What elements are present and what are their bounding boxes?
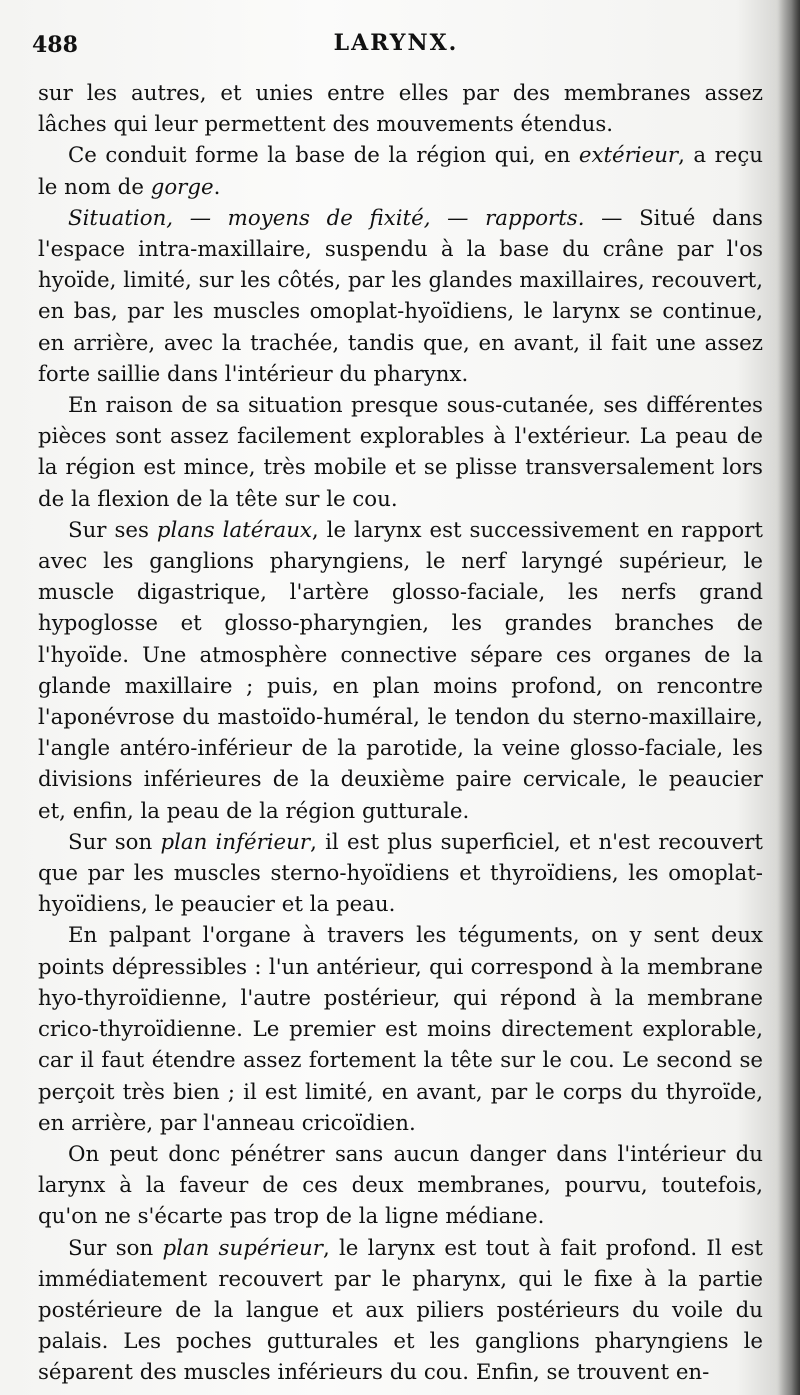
text-run: , il est plus superficiel, et n'est recouvert que par les muscles sterno-hyoïdiens et thyroïdiens, les omoplat-hyoïdiens, le peaucier et la peau. — [38, 829, 763, 918]
text-run: On peut donc pénétrer sans aucun danger dans l'intérieur du larynx à la faveur de ces deux membranes, pourvu, toutefois, qu'on ne s'écarte pas trop de la ligne médiane. — [38, 1141, 763, 1230]
paragraph — [38, 920, 763, 1138]
text-run: . — [213, 174, 221, 200]
text-run: Sur ses — [68, 517, 157, 543]
italic-text-run: plan inférieur — [160, 829, 311, 855]
paragraph — [38, 390, 763, 515]
paragraph — [38, 827, 763, 921]
paragraph — [38, 140, 763, 202]
paragraph — [38, 515, 763, 827]
text-run: Sur son — [68, 829, 161, 855]
text-run: En palpant l'organe à travers les téguments, on y sent deux points dépressibles : l'un antérieur, qui correspond à la membrane hyo-thyroïdienne, l'autre postérieur, qui répond à la membrane crico-thyroïdienne. Le premier est moins directement explorable, car il faut étendre assez fortement la tête sur le cou. Le second se perçoit très bien ; il est limité, en avant, par le corps du thyroïde, en arrière, par l'anneau cricoïdien. — [38, 923, 763, 1136]
paragraph — [38, 1139, 763, 1233]
text-run: En raison de sa situation presque sous-cutanée, ses différentes pièces sont assez facilement explorables à l'extérieur. La peau de la région est mince, très mobile et se plisse transversalement lors de la flexion de la tête sur le cou. — [38, 393, 763, 512]
text-run: sur les autres, et unies entre elles par des membranes assez lâches qui leur permettent des mouvements étendus. — [38, 81, 763, 138]
page-number: 488 — [32, 32, 78, 58]
body-text — [38, 78, 763, 1389]
text-run: — Situé dans l'espace intra-maxillaire, suspendu à la base du crâne par l'os hyoïde, limité, sur les côtés, par les glandes maxillaires, recouvert, en bas, par les muscles omoplat-hyoïdiens, le larynx se continue, en arrière, avec la trachée, tandis que, en avant, il fait une assez forte saillie dans l'intérieur du pharynx. — [38, 205, 763, 387]
paragraph — [38, 1233, 763, 1389]
page-header — [32, 30, 760, 64]
italic-text-run: plan supérieur — [162, 1235, 323, 1261]
italic-text-run: gorge — [150, 174, 214, 200]
text-run: , le larynx est tout à fait profond. Il est immédiatement recouvert par le pharynx, qui le fixe à la partie postérieure de la langue et aux piliers postérieurs du voile du palais. Les poches gutturales et les ganglions pharyngiens le séparent des muscles inférieurs du cou. Enfin, se trouvent en- — [38, 1235, 763, 1386]
italic-text-run: extérieur — [578, 143, 679, 169]
italic-text-run: Situation, — moyens de fixité, — rapports. — [68, 205, 585, 231]
italic-text-run: plans latéraux — [156, 517, 312, 543]
text-run: , a reçu le nom de — [38, 143, 764, 200]
running-title: LARYNX. — [333, 30, 459, 56]
text-run: Sur son — [68, 1235, 163, 1261]
text-run: , le larynx est successivement en rapport avec les ganglions pharyngiens, le nerf laryngé supérieur, le muscle digastrique, l'artère glosso-faciale, les nerfs grand hypoglosse et glosso-pharyngien, les grandes branches de l'hyoïde. Une atmosphère connective sépare ces organes de la glande maxillaire ; puis, en plan moins profond, on rencontre l'aponévrose du mastoïdo-huméral, le tendon du sterno-maxillaire, l'angle antéro-inférieur de la parotide, la veine glosso-faciale, les divisions inférieures de la deuxième paire cervicale, le peaucier et, enfin, la peau de la région gutturale. — [38, 517, 763, 824]
paragraph — [38, 203, 763, 390]
paragraph — [38, 78, 763, 140]
text-run: Ce conduit forme la base de la région qui, en — [68, 143, 579, 169]
page-edge-shadow — [778, 0, 800, 1395]
